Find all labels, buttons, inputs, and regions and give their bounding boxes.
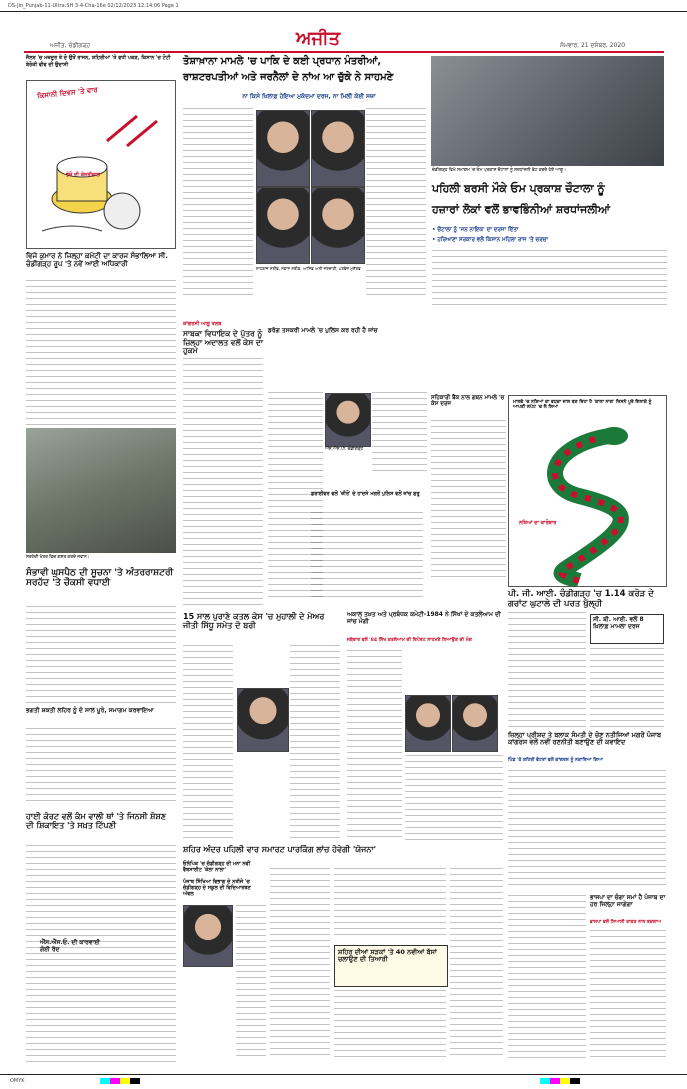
right-story4-head: ਭਾਜਪਾ ਦਾ ਚੰਗਾ ਸਮਾਂ ਹੈ ਪੰਜਾਬ ਦਾ ਹਰ ਜਿਲ੍ਹਾ ਜਾਗੇਗਾ (590, 894, 666, 908)
left-story2-body (26, 606, 176, 706)
border-photo-caption: ਸਰਹੱਦੀ ਖੇਤਰ ਵਿਚ ਗਸ਼ਤ ਕਰਦੇ ਜਵਾਨ। (26, 555, 90, 560)
bus-box-head: ਸ਼ਹਿਰ ਦੀਆਂ ਸੜਕਾਂ 'ਤੇ 40 ਨਵੀਆਂ ਬੱਸਾਂ ਚਲਾਉਣ ਦੀ ਤਿਆਰੀ (338, 948, 437, 964)
middle-story4-body (347, 650, 402, 840)
portrait-nawaz (311, 110, 365, 187)
color-bar-right (540, 1078, 580, 1084)
right-story3-body (508, 770, 666, 890)
chautala-body (432, 250, 667, 310)
middle-story6-head: ਪੰਜਾਬ ਸਿੱਖਿਆ ਵਿਭਾਗ ਦੇ ਨਤੀਜੇ 'ਚ ਚੰਡੀਗੜ੍ਹ ਦੇ ਸਕੂਲ ਦੀ ਵਿਦਿਆਰਥਣ ਅੱਵਲ (183, 879, 251, 897)
left-story1-head: ਵਿਜੇ ਕੁਮਾਰ ਨੇ ਜਿਲ੍ਹਾ ਕਮੇਟੀ ਦਾ ਕਾਰਜ ਸੰਭਾਲਿਆ ਸੀ. ਚੰਡੀਗੜ੍ਹ ਰੂਪ 'ਤੇ ਨਵੇਂ ਆਈ ਅਧਿਕਾਰੀ (26, 252, 168, 269)
police-official-photo (325, 393, 371, 447)
color-bar-left (100, 1078, 140, 1084)
middle-story4-head: ਅਕਾਲ ਤਖ਼ਤ ਅਤੇ ਪ੍ਰਬੰਧਕ ਕਮੇਟੀ-1984 ਨੇ ਸਿੱਖਾਂ ਦੇ ਕਤਲੇਆਮ ਦੀ ਜਾਂਚ ਮੰਗੀ (347, 611, 501, 625)
cartoon-caption: ਜੈਲਰ 'ਚ ਮਜ਼ਦੂਰ ਤੇ ਦੋ ਉਤੋਂ ਰਾਜਨ, ਸ਼ਹਿਰੀਆਂ 'ਤੇ ਵਧੀ ਪਕੜ, ਕਿਸਾਨ 'ਚ ਟੋਟੀ ਬੇਰੋਕੀ ਵੀਵ ਦੀ ਉਦਾਸੀ (26, 55, 171, 68)
middle-story5-head: ਓਲੰਪਿਕ 'ਚ ਚੰਡੀਗੜ੍ਹ ਦੀ ਮਨਾ ਨਵੀਂ ਵੈਬਸਾਈਟ 'ਕੇਲਾ ਨਾਲਾ' (183, 861, 251, 873)
bottom-center-body-a (270, 868, 330, 1060)
middle-kicker: ਕਾਂਗਰਸੀ ਆਗੂ ਤਲਬ (183, 321, 222, 327)
lead-body-right (366, 108, 426, 298)
footer-rule (0, 1074, 687, 1075)
left-story2-head: ਸੰਭਾਵੀ ਘੁਸਪੈਠ ਦੀ ਸੂਚਨਾ 'ਤੇ ਅੰਤਰਰਾਸ਼ਟਰੀ ਸਰਹੱਦ 'ਤੇ ਚੌਕਸੀ ਵਧਾਈ (26, 568, 174, 589)
snake-drawing (509, 396, 666, 586)
color-mark: OMYK (10, 1078, 25, 1084)
bottom-center-body-c (334, 990, 446, 1060)
bottom-center-body-b (334, 868, 446, 940)
chautala-headline-1: ਪਹਿਲੀ ਬਰਸੀ ਮੌਕੇ ਓਮ ਪ੍ਰਕਾਸ਼ ਚੌਟਾਲਾ ਨੂੰ (432, 182, 605, 195)
bottom-center-head: ਸ਼ਹਿਰ ਅੰਦਰ ਪਹਿਲੀ ਵਾਰ ਸਮਾਰਟ ਪਾਰਕਿੰਗ ਲਾਂਚ ਹੋਵੇਗੀ 'ਯੋਜਨਾ' (183, 845, 377, 854)
middle-story3-head: 15 ਸਾਲ ਪੁਰਾਣੇ ਕਤਲ ਕੇਸ 'ਚ ਮੁਹਾਲੀ ਦੇ ਮੇਅਰ ਜੀਤੀ ਸਿੱਧੂ ਸਮੇਤ ਦੋ ਬਰੀ (183, 612, 325, 631)
cartoon-bubble: ਕਿਸਾਨੀ ਦਿਵਸ 'ਤੇ ਵਾਰ (36, 85, 99, 101)
bottom-box2-head: ਐੱਸ.ਐੱਸ.ਓ. ਦੀ ਕਾਰਵਾਈ ਗੋਈ ਰੱਦ (40, 939, 100, 953)
cbi-box: ਸੀ. ਬੀ. ਆਈ. ਵਲੋਂ 8 ਖ਼ਿਲਾਫ਼ ਮਾਮਲਾ ਦਰਜ (590, 614, 664, 644)
lead-subhead: ਨਾ ਕਿਸੇ ਖ਼ਿਲਾਫ਼ ਹੋਇਆ ਮੁਕੱਦਮਾ ਦਰਜ, ਨਾ ਮਿਲੀ ਕੋਈ ਸਜ਼ਾ (242, 93, 376, 100)
left-story3-head: ਭਗਤੀ ਸ਼ਕਤੀ ਲਹਿਰ ਨੂੰ ਦੋ ਸਾਲ ਪੂਰੇ, ਸਮਾਗਮ ਕਰਵਾਇਆ (26, 707, 154, 714)
chautala-bullet-2: • ਹਰਿਆਣਾ ਸਰਕਾਰ ਵਲੋਂ ਕਿਸਾਨ ਮਹਿਲਾ ਰਾਜ 'ਤੇ ਚਰਚਾ (432, 237, 548, 243)
right-story2-body (508, 612, 586, 727)
left-story4-body (26, 845, 176, 1065)
page-date: ਸੋਮਵਾਰ, 21 ਦਸੰਬਰ, 2020 (560, 42, 626, 49)
right-story1-head: ਸਹਿਕਾਰੀ ਬੈਂਕ ਨਾਲ ਗਬਨ ਮਾਮਲੇ 'ਚ ਕੇਸ ਦਰਜ (431, 395, 505, 408)
left-story1-body (26, 280, 176, 425)
lead-photo-caption: ਸ਼ਾਹਬਾਜ਼ ਸ਼ਰੀਫ਼, ਨਵਾਜ਼ ਸ਼ਰੀਫ਼, ਆਸਿਫ਼ ਅਲੀ ਜ਼ਰਦਾਰੀ, ਪਰਵੇਜ਼ ਮੁਸ਼ੱਰਫ਼ (256, 266, 361, 271)
right-story1-body (431, 420, 506, 580)
right-story3-sub: ਪਿੰਡ 'ਤੇ ਸ਼ਹਿਰੀ ਵੋਟਰਾਂ ਵਲੋਂ ਕਾਂਗਰਸ ਨੂੰ ਨਕਾਰਿਆ ਗਿਆ (508, 758, 603, 763)
lead-headline-2: ਰਾਸ਼ਟਰਪਤੀਆਂ ਅਤੇ ਜਰਨੈਲਾਂ ਦੇ ਨਾਂਅ ਆ ਚੁੱਕੇ ਨੇ ਸਾਹਮਣੇ (183, 72, 394, 83)
chautala-bullet-1: • ਚੌਟਾਲਾ ਨੂੰ 'ਜਨ ਨਾਇਕ' ਦਾ ਦਰਜਾ ਦਿੱਤਾ (432, 227, 519, 233)
right-story4-body (590, 930, 666, 1060)
middle-story2-head: ਡਰੱਗ ਤਸਕਰੀ ਮਾਮਲੇ 'ਚ ਪੁਲਿਸ ਕਰ ਰਹੀ ਹੈ ਜਾਂਚ (268, 327, 378, 334)
right-col-body (508, 895, 586, 1060)
snake-cartoon-title: ਮਾਲਵੇ 'ਚ ਨਸ਼ਿਆਂ ਦਾ ਵਧਦਾ ਜਾਲ ਬਣ ਰਿਹਾ ਹੈ 'ਕਾਲਾ ਨਾਗ' ਜਿਸਨੇ ਪੂਰੇ ਇਲਾਕੇ ਨੂੰ ਆਪਣੀ ਲਪੇਟ 'ਚ ਲੈ ਲਿਆ (513, 400, 652, 411)
mayor-photo (237, 688, 289, 752)
cartoon-drawing (27, 81, 175, 248)
print-rule (0, 11, 687, 12)
lead-headline-1: ਤੋਸ਼ਾਖ਼ਾਨਾ ਮਾਮਲੇ 'ਚ ਪਾਕਿ ਦੇ ਕਈ ਪ੍ਰਧਾਨ ਮੰਤਰੀਆਂ, (183, 56, 382, 67)
chautala-photo-caption: ਚੰਡੀਗੜ੍ਹ ਵਿਖੇ ਸਮਾਗਮ 'ਚ ਓਮ ਪ੍ਰਕਾਸ਼ ਚੌਟਾਲਾ ਨੂੰ ਸ਼ਰਧਾਂਜਲੀ ਭੇਟ ਕਰਦੇ ਹੋਏ ਆਗੂ। (432, 168, 566, 173)
center-headline: ਡਰਾਈਵਰ ਵਲੋਂ 'ਜ਼ੀਰੋ' ਦੇ ਹਾਦਸੇ ਮਗਰੋਂ ਪੁਲਿਸ ਵਲੋਂ ਜਾਂਚ ਸ਼ੁਰੂ (311, 491, 420, 497)
student-photo (183, 905, 233, 967)
cartoon-drum-text: ਭੇਜੋ ਦੀ ਕੇਜਰੀਵਾਲ (66, 172, 100, 178)
chautala-headline-2: ਹਜ਼ਾਰਾਂ ਲੋਕਾਂ ਵਲੋਂ ਭਾਵਭਿੰਨੀਆਂ ਸ਼ਰਧਾਂਜਲੀਆਂ (432, 203, 611, 216)
cbi-box-body (590, 648, 664, 728)
middle-story1-head: ਸਾਬਕਾ ਵਿਧਾਇਕ ਦੇ ਪੁੱਤਰ ਨੂੰ ਜ਼ਿਲ੍ਹਾ ਅਦਾਲਤ ਵਲੋਂ ਕੇਸ ਦਾ ਹੁਕਮ (183, 329, 263, 356)
right-story4-sub: ਭਾਜਪਾ ਵਲੋਂ ਸਿਆਸੀ ਤਾਕਤ ਨਾਲ ਬਦਲਾਅ (590, 920, 662, 925)
right-story2-head: ਪੀ. ਜੀ. ਆਈ. ਚੰਡੀਗੜ੍ਹ 'ਚ 1.14 ਕਰੋੜ ਦੇ ਗਰਾਂਟ ਘੁਟਾਲੇ ਦੀ ਪਰਤ ਖੁੱਲ੍ਹੀ (508, 589, 654, 609)
jathedar-photo-1 (405, 695, 451, 752)
portrait-zardari (256, 187, 310, 264)
quote-bar: ਜਥੇਦਾਰ ਵਲੋਂ '84 ਸਿੱਖ ਕਤਲੇਆਮ ਦੀ ਰਿਪੋਰਟ ਸਾਹਮਣੇ ਲਿਆਉਣ ਦੀ ਮੰਗ (347, 638, 472, 643)
bottom-box1-head (26, 1060, 27, 1061)
middle-story3-body-b (290, 645, 340, 840)
jathedar-photo-2 (452, 695, 498, 752)
portrait-musharraf (311, 187, 365, 264)
border-patrol-photo (26, 428, 176, 553)
center-body (311, 512, 423, 602)
editorial-cartoon (26, 80, 176, 249)
bus-box (334, 945, 448, 987)
bottom-center-body-d (450, 868, 503, 1060)
middle-story4-body-b (405, 755, 503, 840)
snake-label: ਨਸ਼ਿਆਂ ਦਾ ਕਾਰੋਬਾਰ (519, 520, 557, 526)
drug-snake-cartoon (508, 395, 667, 587)
middle-story6-body (236, 905, 266, 1060)
section-label: ਅਜੀਤ, ਚੰਡੀਗੜ੍ਹ (50, 42, 91, 49)
print-info: DS-Jin_Punjab-11-Ultra:SH 3-4-Cha-16e 02/12/2023 12:14:06 Page 1 (8, 3, 179, 9)
chautala-photo (431, 56, 664, 166)
middle-story1-body (183, 358, 263, 608)
middle-story3-body (183, 645, 233, 840)
right-story3-head: ਜ਼ਿਲ੍ਹਾ ਪ੍ਰੀਸ਼ਦ ਤੇ ਬਲਾਕ ਸੰਮਤੀ ਦੇ ਚੋਣ ਨਤੀਜਿਆਂ ਮਗਰੋਂ ਪੰਜਾਬ ਕਾਂਗਰਸ ਵਲੋਂ ਨਵੀਂ ਰਣਨੀਤੀ ਬਣਾਉਣ ਦੀ ਕਵਾਇਦ (508, 731, 662, 747)
masthead-rule (24, 51, 664, 53)
official-caption: ਐੱਸ.ਐੱਸ.ਪੀ. ਚੰਡੀਗੜ੍ਹ (325, 447, 364, 452)
left-story3-body (26, 728, 176, 806)
masthead: ਅਜੀਤ (296, 28, 341, 49)
left-story4-head: ਹਾਈ ਕੋਰਟ ਵਲੋਂ ਕੰਮ ਵਾਲੀ ਥਾਂ 'ਤੇ ਜਿਨਸੀ ਸ਼ੋਸ਼ਣ ਦੀ ਸ਼ਿਕਾਇਤ 'ਤੇ ਸਖ਼ਤ ਟਿੱਪਣੀ (26, 812, 167, 831)
lead-body-left (183, 108, 253, 298)
middle-story2-body-b (372, 392, 427, 472)
portrait-shahbaz (256, 110, 310, 187)
